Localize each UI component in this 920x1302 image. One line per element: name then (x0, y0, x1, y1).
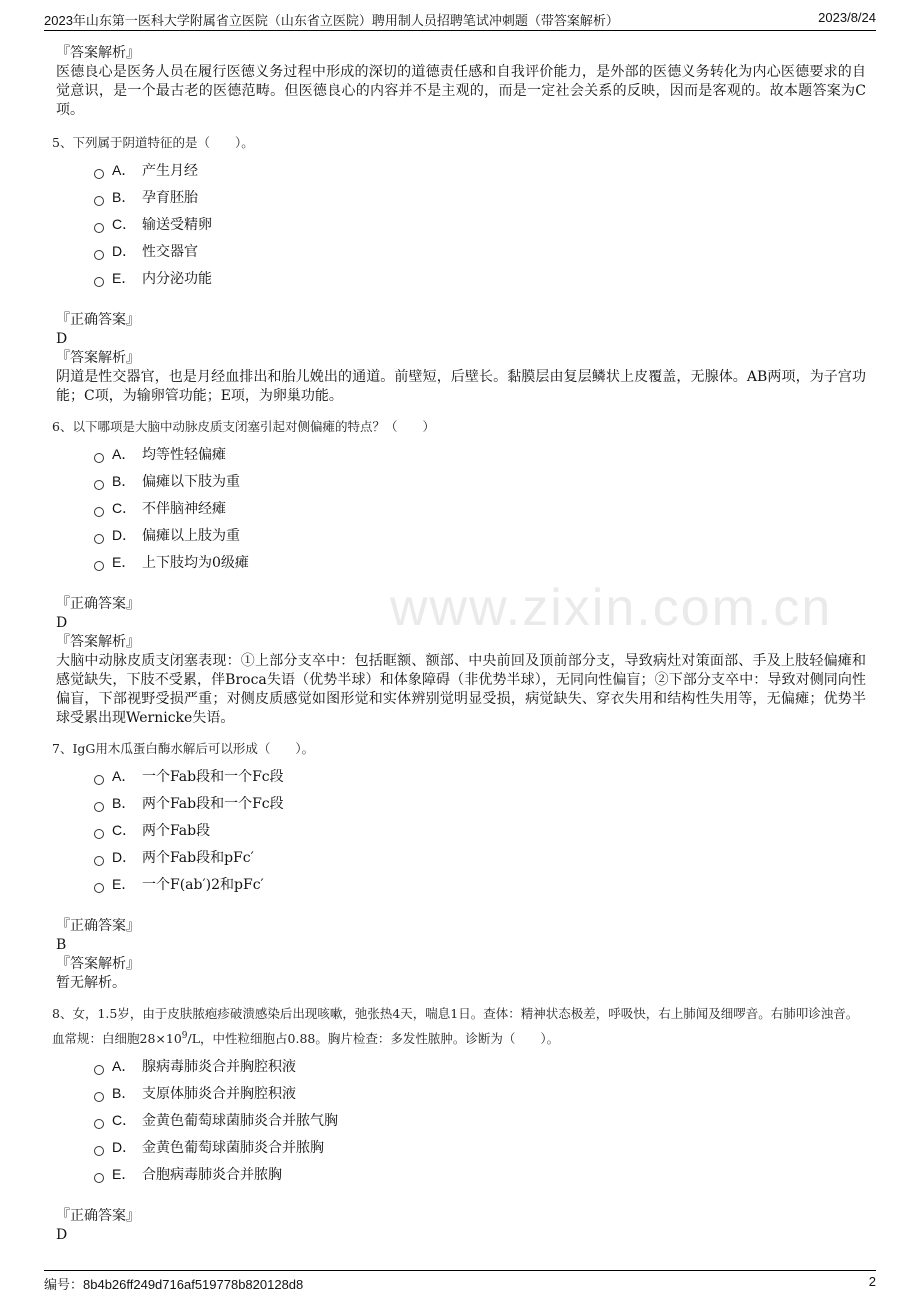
analysis-label: 『答案解析』 (56, 45, 140, 61)
radio-icon[interactable] (94, 507, 104, 517)
radio-icon[interactable] (94, 883, 104, 893)
option-8d[interactable]: D． 金黄色葡萄球菌肺炎合并脓胸 (94, 1133, 866, 1160)
option-5d[interactable]: D． 性交器官 (94, 237, 866, 264)
radio-icon[interactable] (94, 1119, 104, 1129)
analysis-label: 『答案解析』 (56, 634, 140, 650)
radio-icon[interactable] (94, 829, 104, 839)
answer-label: 『正确答案』 (56, 596, 140, 612)
analysis-label: 『答案解析』 (56, 350, 140, 366)
question-8-stem: 8、女，1.5岁，由于皮肤脓疱疹破溃感染后出现咳嗽，弛张热4天，喘息1日。查体：精神状态极差，呼吸快，右上肺闻及细啰音。右肺叩诊浊音。血常规：白细胞$28\times 10^9/L$，中性粒细胞占0.88。胸片检查：多发性脓肿。诊断为（ ）。 (52, 1006, 859, 1047)
page-header (44, 8, 876, 31)
question-7-stem: 7、IgG用木瓜蛋白酶水解后可以形成（ ）。 (52, 741, 315, 756)
option-5e[interactable]: E． 内分泌功能 (94, 264, 866, 291)
question-6-answer: D (56, 615, 68, 631)
radio-icon[interactable] (94, 1146, 104, 1156)
document-title: 2023年山东第一医科大学附属省立医院（山东省立医院）聘用制人员招聘笔试冲刺题（带答案解析） (44, 13, 619, 28)
radio-icon[interactable] (94, 534, 104, 544)
option-6d[interactable]: D． 偏瘫以上肢为重 (94, 521, 866, 548)
question-5-answer: D (56, 331, 68, 347)
question-7-analysis: 暂无解析。 (56, 975, 126, 991)
option-6b[interactable]: B． 偏瘫以下肢为重 (94, 467, 866, 494)
radio-icon[interactable] (94, 1173, 104, 1183)
question-6-options (94, 440, 866, 575)
header-date: 2023/8/24 (818, 10, 876, 25)
answer-label: 『正确答案』 (56, 1208, 140, 1225)
document-code: 编号：8b4b26ff249d716af519778b820128d8 (44, 1277, 304, 1292)
page-footer (44, 1270, 876, 1293)
question-8-options (94, 1052, 866, 1187)
option-8a[interactable]: A． 腺病毒肺炎合并胸腔积液 (94, 1052, 866, 1079)
radio-icon[interactable] (94, 196, 104, 206)
answer-label: 『正确答案』 (56, 918, 140, 934)
question-6-stem: 6、以下哪项是大脑中动脉皮质支闭塞引起对侧偏瘫的特点？（ ） (52, 419, 435, 434)
exponent: 9 (181, 1031, 188, 1041)
page-number: 2 (868, 1274, 876, 1289)
option-7c[interactable]: C． 两个Fab段 (94, 816, 866, 843)
radio-icon[interactable] (94, 277, 104, 287)
option-5c[interactable]: C． 输送受精卵 (94, 210, 866, 237)
question-5-analysis: 阴道是性交器官，也是月经血排出和胎儿娩出的通道。前壁短，后壁长。黏膜层由复层鳞状上皮覆盖，无腺体。AB两项，为子宫功能；C项，为输卵管功能；E项，为卵巢功能。 (56, 369, 866, 404)
page-content (52, 44, 866, 1245)
radio-icon[interactable] (94, 453, 104, 463)
option-8c[interactable]: C． 金黄色葡萄球菌肺炎合并脓气胸 (94, 1106, 866, 1133)
radio-icon[interactable] (94, 480, 104, 490)
question-5-options (94, 156, 866, 291)
radio-icon[interactable] (94, 223, 104, 233)
question-7-options (94, 762, 866, 897)
option-6a[interactable]: A． 均等性轻偏瘫 (94, 440, 866, 467)
watermark: www.zixin.com.cn (390, 579, 833, 637)
radio-icon[interactable] (94, 169, 104, 179)
analysis-label: 『答案解析』 (56, 956, 140, 972)
option-5b[interactable]: B． 孕育胚胎 (94, 183, 866, 210)
radio-icon[interactable] (94, 775, 104, 785)
question-8-answer: D (56, 1227, 68, 1244)
option-7b[interactable]: B． 两个Fab段和一个Fc段 (94, 789, 866, 816)
radio-icon[interactable] (94, 250, 104, 260)
option-8e[interactable]: E． 合胞病毒肺炎合并脓胸 (94, 1160, 866, 1187)
question-5-stem: 5、下列属于阴道特征的是（ ）。 (52, 135, 254, 150)
radio-icon[interactable] (94, 1092, 104, 1102)
question-7-answer: B (56, 937, 67, 953)
option-6c[interactable]: C． 不伴脑神经瘫 (94, 494, 866, 521)
option-8b[interactable]: B． 支原体肺炎合并胸腔积液 (94, 1079, 866, 1106)
radio-icon[interactable] (94, 1065, 104, 1075)
radio-icon[interactable] (94, 802, 104, 812)
radio-icon[interactable] (94, 561, 104, 571)
question-6-analysis: 大脑中动脉皮质支闭塞表现：①上部分支卒中：包括眶额、额部、中央前回及顶前部分支，导致病灶对策面部、手及上肢轻偏瘫和感觉缺失，下肢不受累，伴Broca失语（优势半球）和体象障碍（非优势半球），无同向性偏盲；②下部分支卒中：导致对侧同向性偏盲，下部视野受损严重；对侧皮质感觉如图形觉和实体辨别觉明显受损，病觉缺失、穿衣失用和结构性失用等，无偏瘫；优势半球受累出现Wernicke失语。 (56, 653, 866, 726)
answer-label: 『正确答案』 (56, 312, 140, 328)
option-7d[interactable]: D． 两个Fab段和pFc′ (94, 843, 866, 870)
radio-icon[interactable] (94, 856, 104, 866)
option-7e[interactable]: E． 一个F(ab′)2和pFc′ (94, 870, 866, 897)
q4-analysis-text: 医德良心是医务人员在履行医德义务过程中形成的深切的道德责任感和自我评价能力，是外部的医德义务转化为内心医德要求的自觉意识，是一个最古老的医德范畴。但医德良心的内容并不是主观的，而是一定社会关系的反映，因而是客观的。故本题答案为C项。 (56, 64, 866, 118)
option-6e[interactable]: E． 上下肢均为0级瘫 (94, 548, 866, 575)
option-5a[interactable]: A． 产生月经 (94, 156, 866, 183)
option-7a[interactable]: A． 一个Fab段和一个Fc段 (94, 762, 866, 789)
